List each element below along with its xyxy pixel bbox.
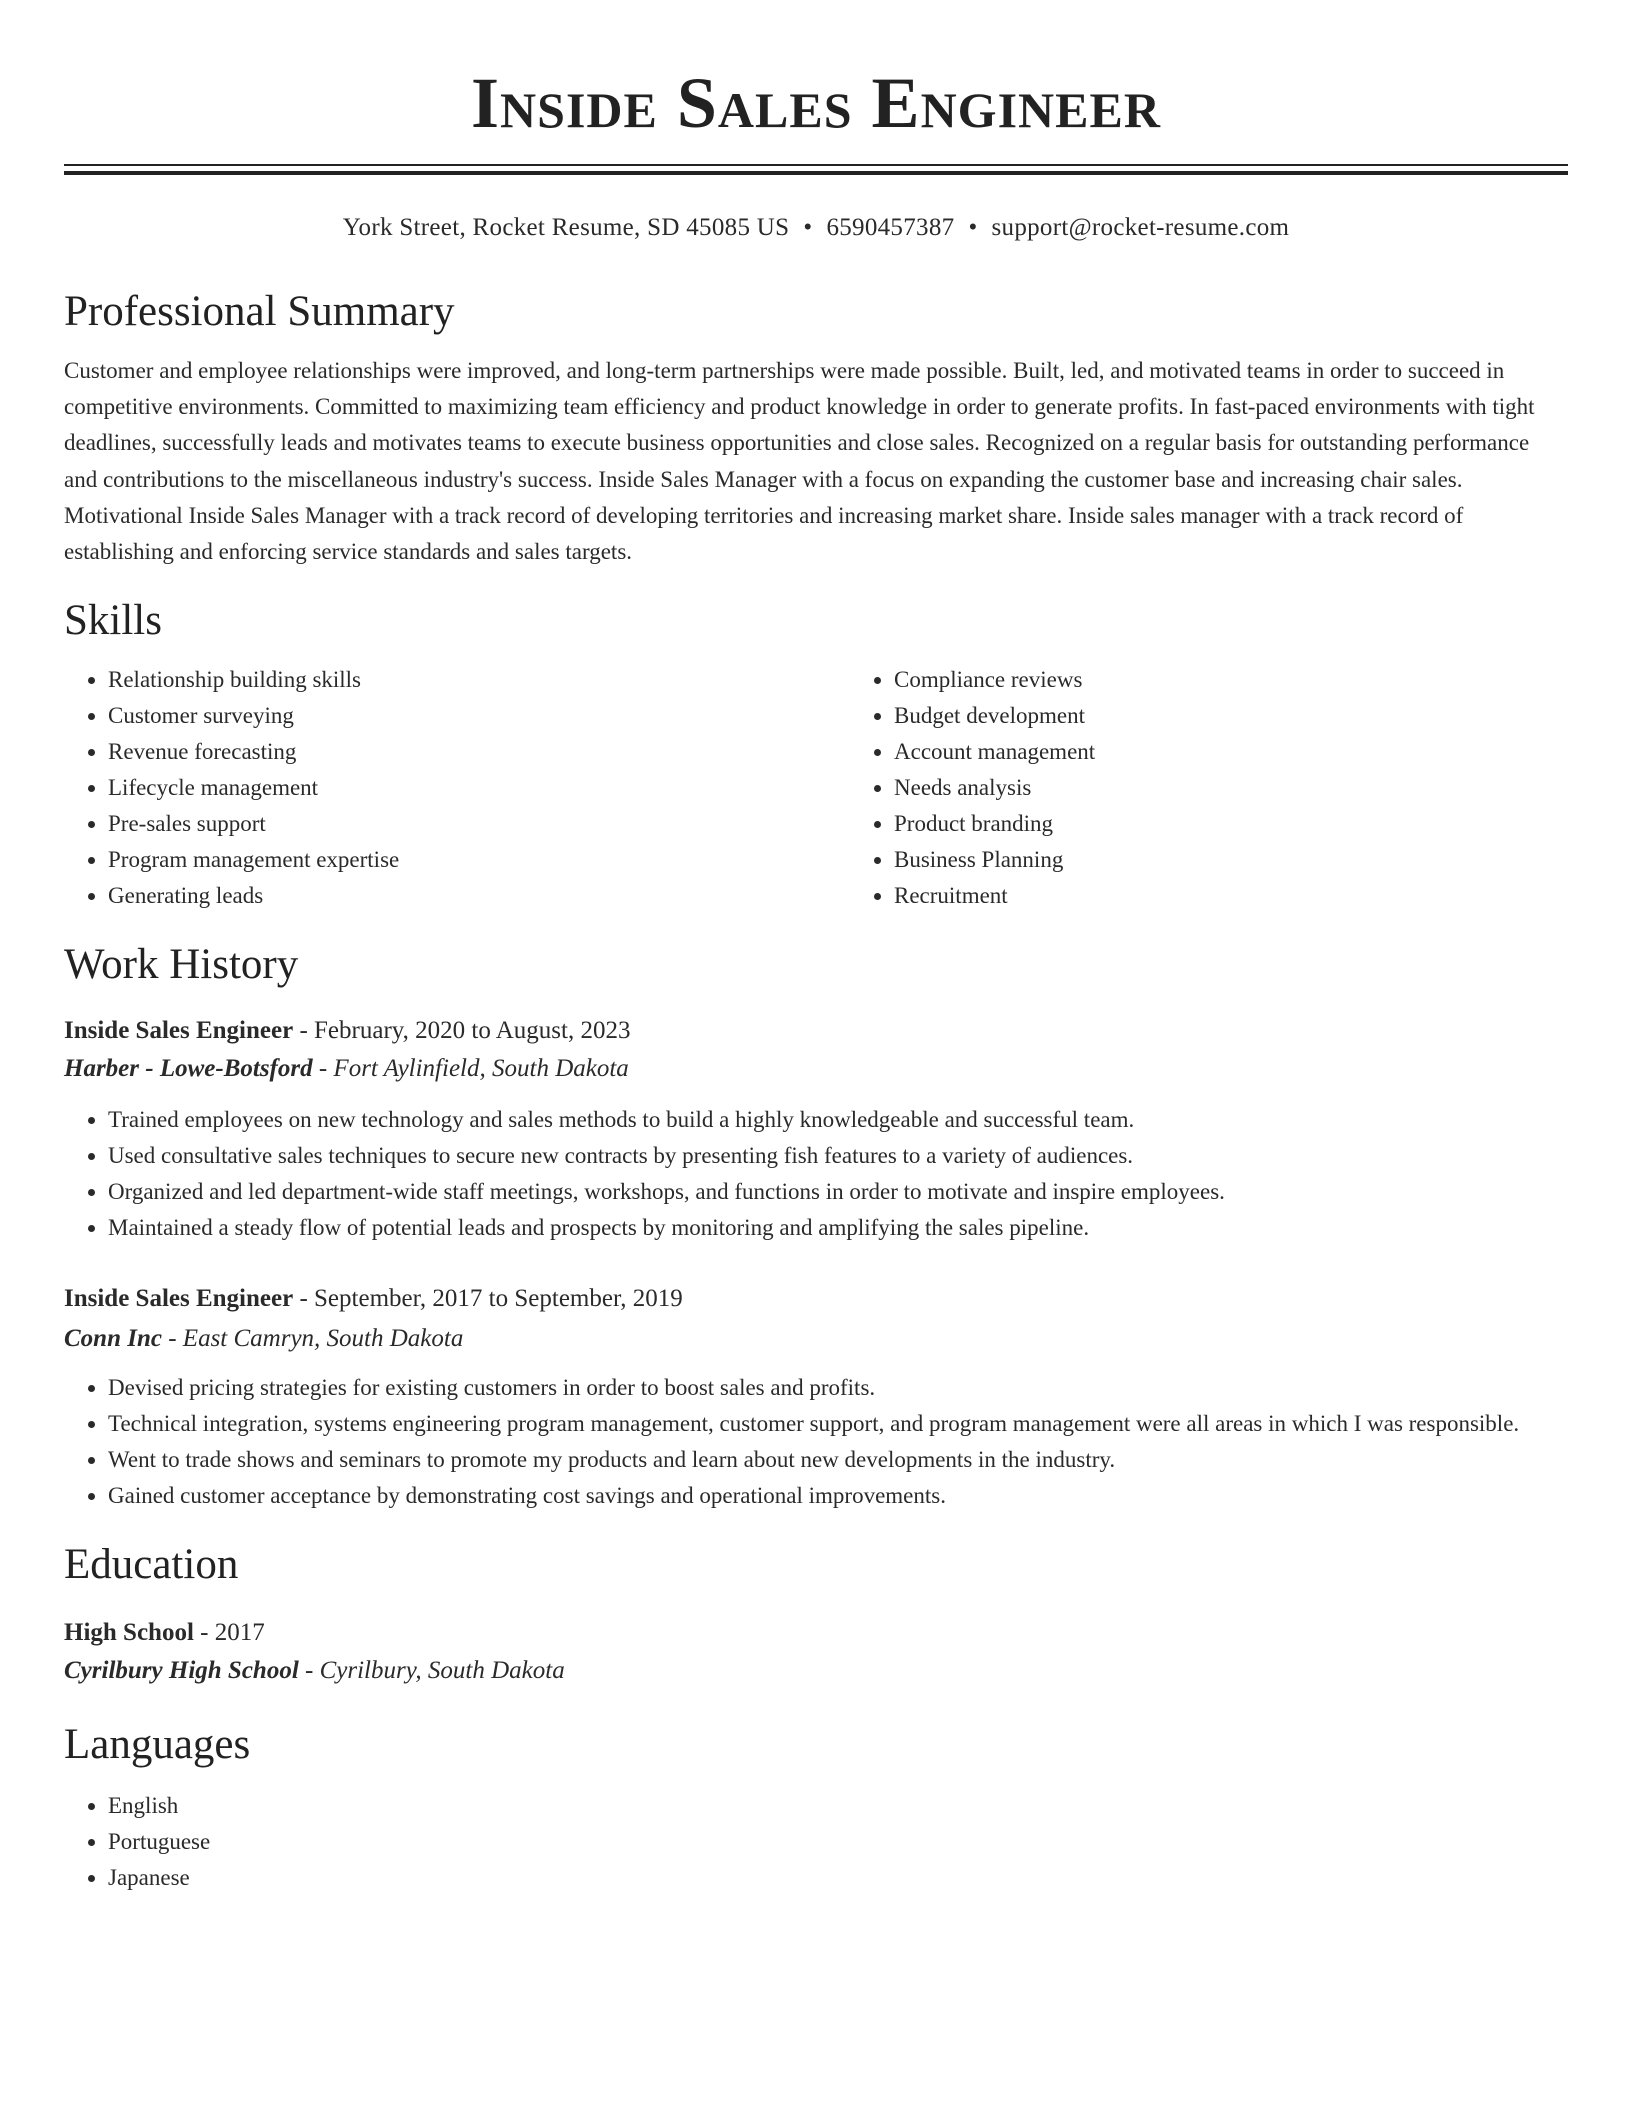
education-year: - 2017: [193, 1619, 265, 1647]
job-company-line: [64, 1320, 1568, 1358]
languages-list: [64, 1788, 1568, 1896]
skill-item: • Account management: [894, 734, 1632, 770]
job-company: Conn Inc: [64, 1325, 162, 1353]
job-bullet: • Organized and led department-wide staff meetings, workshops, and functions in order to motivate and inspire employees.: [108, 1174, 1568, 1210]
contact-phone: 6590457387: [826, 214, 955, 241]
skill-item: • Relationship building skills: [108, 662, 850, 698]
job-bullet: • Gained customer acceptance by demonstrating cost savings and operational improvements.: [108, 1478, 1568, 1514]
education-location: - Cyrilbury, South Dakota: [298, 1657, 565, 1685]
contact-address: York Street, Rocket Resume, SD 45085 US: [342, 214, 790, 241]
skill-item: • Recruitment: [894, 878, 1632, 914]
language-item: • English: [108, 1788, 1568, 1824]
job-bullets: [64, 1370, 1568, 1514]
skills-heading: Skills: [64, 597, 162, 645]
job-company-line: [64, 1050, 1568, 1088]
job-bullet: • Used consultative sales techniques to secure new contracts by presenting fish features to a variety of audiences.: [108, 1138, 1568, 1174]
education-school: Cyrilbury High School: [64, 1657, 299, 1685]
contact-line: [64, 211, 1568, 245]
job-dates: - September, 2017 to September, 2019: [293, 1285, 683, 1313]
education-degree-line: [64, 1614, 1568, 1652]
skill-item: • Business Planning: [894, 842, 1632, 878]
job-title-line: [64, 1012, 1568, 1050]
contact-separator: •: [968, 214, 978, 241]
skills-columns: [64, 662, 1568, 914]
skill-item: • Program management expertise: [108, 842, 850, 878]
skill-item: • Product branding: [894, 806, 1632, 842]
summary-text: Customer and employee relationships were improved, and long-term partnerships were made possible. Built, led, and motivated teams in order to succeed in competitive environments. Committed to maximizing team efficiency and product knowledge in order to generate profits. In fast-paced environments with tight deadlines, successfully leads and motivates teams to execute business opportunities and close sales. Recognized on a regular basis for outstanding performance and contributions to the miscellaneous industry's success. Inside Sales Manager with a focus on expanding the customer base and increasing chair sales. Motivational Inside Sales Manager with a track record of developing territories and increasing market share. Inside sales manager with a track record of establishing and enforcing service standards and sales targets.: [64, 358, 1535, 565]
language-item: • Japanese: [108, 1860, 1568, 1896]
education-degree: High School: [64, 1619, 194, 1647]
education-school-line: [64, 1652, 1568, 1690]
language-item: • Portuguese: [108, 1824, 1568, 1860]
job-bullet: • Trained employees on new technology and sales methods to build a highly knowledgeable and successful team.: [108, 1102, 1568, 1138]
education-heading: Education: [64, 1541, 239, 1589]
job-title: Inside Sales Engineer: [64, 1017, 294, 1045]
job-dates: - February, 2020 to August, 2023: [293, 1017, 631, 1045]
languages-heading: Languages: [64, 1721, 251, 1769]
job-bullet: • Technical integration, systems engineering program management, customer support, and program management were all areas in which I was responsible.: [108, 1406, 1568, 1442]
skills-list-left: [64, 662, 850, 914]
skill-item: • Needs analysis: [894, 770, 1632, 806]
job-title-line: [64, 1280, 1568, 1318]
job-location: - East Camryn, South Dakota: [161, 1325, 464, 1353]
skill-item: • Generating leads: [108, 878, 850, 914]
job-bullets: [64, 1102, 1568, 1246]
skills-list-right: [850, 662, 1632, 914]
job-location: - Fort Aylinfield, South Dakota: [312, 1055, 629, 1083]
job-title: Inside Sales Engineer: [64, 1285, 294, 1313]
education-entry: [64, 1614, 1568, 1690]
skill-item: • Pre-sales support: [108, 806, 850, 842]
resume-title: Inside Sales Engineer: [471, 63, 1161, 143]
contact-separator: •: [803, 214, 813, 241]
summary-heading: Professional Summary: [64, 288, 455, 335]
skill-item: • Customer surveying: [108, 698, 850, 734]
work-history-heading: Work History: [64, 941, 299, 989]
job-bullet: • Maintained a steady flow of potential leads and prospects by monitoring and amplifying the sales pipeline.: [108, 1210, 1568, 1246]
skill-item: • Budget development: [894, 698, 1632, 734]
title-divider-thick: [64, 171, 1568, 175]
job-bullet: • Went to trade shows and seminars to promote my products and learn about new developments in the industry.: [108, 1442, 1568, 1478]
job-company: Harber - Lowe-Botsford: [64, 1055, 313, 1083]
skill-item: • Compliance reviews: [894, 662, 1632, 698]
job-entry: [64, 1012, 1568, 1246]
resume-page: [64, 0, 1568, 1896]
contact-email: support@rocket-resume.com: [991, 214, 1290, 241]
skill-item: • Revenue forecasting: [108, 734, 850, 770]
skill-item: • Lifecycle management: [108, 770, 850, 806]
job-bullet: • Devised pricing strategies for existing customers in order to boost sales and profits.: [108, 1370, 1568, 1406]
title-divider-thin: [64, 164, 1568, 166]
job-entry: [64, 1280, 1568, 1514]
